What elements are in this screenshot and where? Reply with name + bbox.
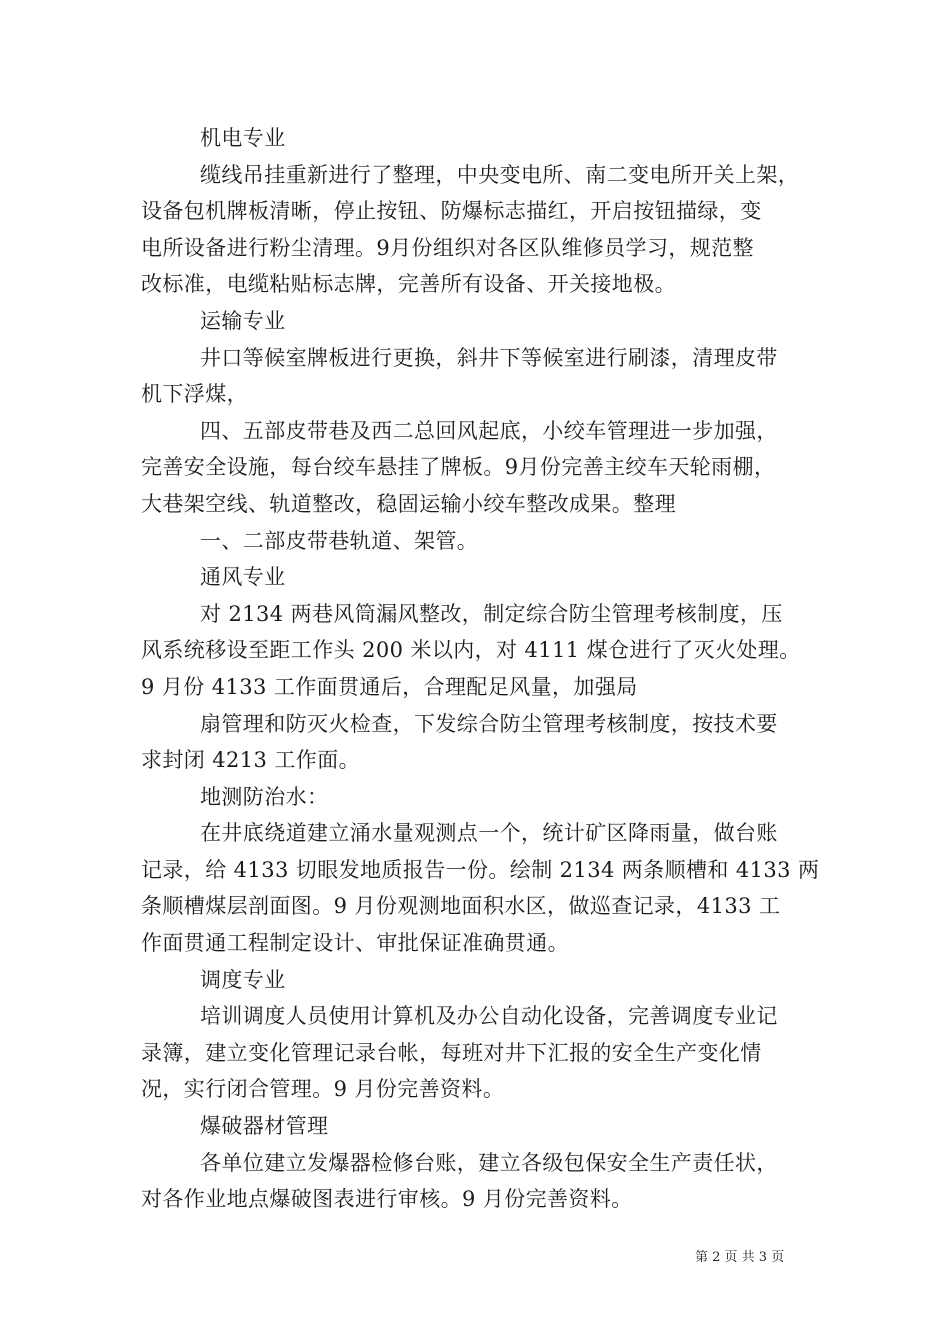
text-line: 运输专业 — [200, 308, 286, 333]
text-line: 培训调度人员使用计算机及办公自动化设备，完善调度专业记 — [200, 1004, 778, 1029]
text-line: 扇管理和防灭火检查，下发综合防尘管理考核制度，按技术要 — [200, 711, 778, 736]
text-line: 记录，给 4133 切眼发地质报告一份。绘制 2134 两条顺槽和 4133 两 — [141, 857, 820, 882]
text-line: 设备包机牌板清晰，停止按钮、防爆标志描红，开启按钮描绿，变 — [141, 199, 762, 224]
text-line: 9 月份 4133 工作面贯通后，合理配足风量，加强局 — [141, 674, 638, 699]
text-line: 条顺槽煤层剖面图。9 月份观测地面积水区，做巡查记录，4133 工 — [141, 894, 781, 919]
text-line: 一、二部皮带巷轨道、架管。 — [200, 528, 479, 553]
text-line: 录簿，建立变化管理记录台帐，每班对井下汇报的安全生产变化情 — [141, 1040, 762, 1065]
text-line: 改标准，电缆粘贴标志牌，完善所有设备、开关接地极。 — [141, 272, 676, 297]
text-line: 井口等候室牌板进行更换，斜井下等候室进行刷漆，清理皮带 — [200, 345, 778, 370]
text-line: 求封闭 4213 工作面。 — [141, 748, 360, 773]
text-line: 缆线吊挂重新进行了整理，中央变电所、南二变电所开关上架， — [200, 162, 800, 187]
text-line: 通风专业 — [200, 565, 286, 590]
page-number-footer: 第 2 页 共 3 页 — [695, 1250, 785, 1265]
text-line: 四、五部皮带巷及西二总回风起底，小绞车管理进一步加强， — [200, 418, 778, 443]
text-line: 爆破器材管理 — [200, 1114, 329, 1139]
text-line: 风系统移设至距工作头 200 米以内，对 4111 煤仓进行了灭火处理。 — [141, 638, 801, 663]
text-line: 在井底绕道建立涌水量观测点一个，统计矿区降雨量，做台账 — [200, 821, 778, 846]
text-line: 机电专业 — [200, 126, 286, 150]
text-line: 对 2134 两巷风筒漏风整改，制定综合防尘管理考核制度，压 — [200, 601, 783, 626]
document-body — [141, 120, 826, 1218]
text-line: 作面贯通工程制定设计、审批保证准确贯通。 — [141, 931, 569, 956]
text-line: 各单位建立发爆器检修台账，建立各级包保安全生产责任状， — [200, 1150, 778, 1175]
text-line: 地测防治水： — [200, 784, 329, 809]
text-line: 完善安全设施，每台绞车悬挂了牌板。9月份完善主绞车天轮雨棚， — [141, 455, 776, 480]
text-line: 机下浮煤， — [141, 382, 248, 407]
text-line: 调度专业 — [200, 967, 286, 992]
text-line: 电所设备进行粉尘清理。9月份组织对各区队维修员学习，规范整 — [141, 235, 754, 260]
text-line: 对各作业地点爆破图表进行审核。9 月份完善资料。 — [141, 1187, 633, 1212]
text-line: 大巷架空线、轨道整改，稳固运输小绞车整改成果。整理 — [141, 491, 676, 516]
text-line: 况，实行闭合管理。9 月份完善资料。 — [141, 1077, 505, 1102]
